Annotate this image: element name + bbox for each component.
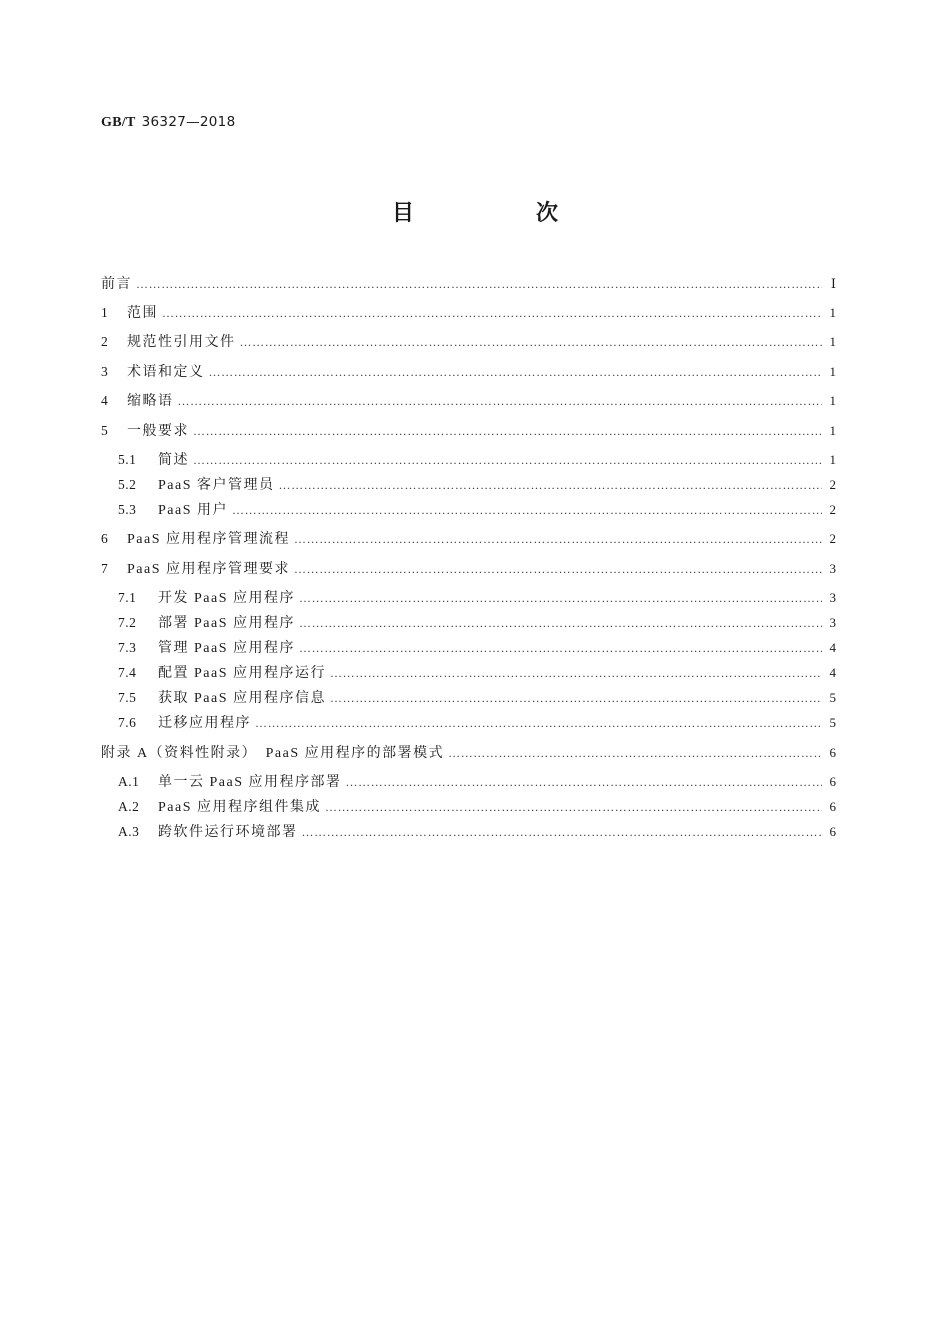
toc-dot-leader	[330, 687, 822, 709]
toc-entry-page: Ⅰ	[830, 276, 836, 291]
toc-entry-label: 开发 PaaS 应用程序	[158, 591, 295, 606]
toc-entry[interactable]	[118, 821, 836, 843]
page-title: 目 次	[391, 201, 608, 226]
toc-dot-leader	[136, 273, 822, 295]
toc-entry-number: 6	[101, 531, 109, 546]
toc-entry-label: 获取 PaaS 应用程序信息	[158, 691, 326, 706]
toc-entry-number: A.3	[118, 824, 140, 839]
toc-entry-page: 3	[829, 590, 836, 605]
toc-dot-leader	[240, 331, 823, 353]
toc-entry-label: PaaS 应用程序管理流程	[127, 532, 290, 547]
toc-dot-leader	[302, 821, 823, 843]
toc-entry-number: A.2	[118, 799, 140, 814]
toc-entry-number: 7.2	[118, 615, 137, 630]
toc-entry[interactable]	[118, 587, 836, 609]
toc-dot-leader	[178, 390, 823, 412]
toc-entry-page: 2	[829, 477, 836, 492]
toc-entry-label: 简述	[158, 453, 189, 468]
toc-entry-page: 1	[829, 423, 836, 438]
toc-dot-leader	[162, 302, 822, 324]
toc-entry-page: 3	[829, 615, 836, 630]
toc-dot-leader	[299, 612, 822, 634]
toc-entry-label: 一般要求	[127, 424, 189, 439]
toc-entry-page: 5	[829, 715, 836, 730]
toc-entry-number: 3	[101, 364, 109, 379]
toc-entry-number: 7.3	[118, 640, 137, 655]
toc-entry-page: 2	[829, 502, 836, 517]
toc-entry-page: 4	[829, 640, 836, 655]
toc-entry[interactable]	[101, 273, 836, 295]
toc-entry-number: A.1	[118, 774, 140, 789]
toc-entry-number: 5	[101, 423, 109, 438]
toc-entry-page: 4	[829, 665, 836, 680]
toc-entry[interactable]	[118, 662, 836, 684]
toc-entry-label: 术语和定义	[127, 365, 205, 380]
toc-entry-number: 7.5	[118, 690, 137, 705]
standard-number: 36327—2018	[141, 114, 236, 130]
toc-entry-label: 部署 PaaS 应用程序	[158, 616, 295, 631]
toc-entry-label: PaaS 应用程序管理要求	[127, 562, 290, 577]
toc-entry-label: 缩略语	[127, 394, 174, 409]
toc-entry-label: 附录 A（资料性附录） PaaS 应用程序的部署模式	[101, 746, 445, 761]
toc-entry[interactable]	[118, 637, 836, 659]
toc-dot-leader	[209, 361, 823, 383]
toc-entry-label: 规范性引用文件	[127, 335, 236, 350]
toc-entry-label: PaaS 用户	[158, 503, 228, 518]
toc-entry[interactable]	[118, 499, 836, 521]
toc-entry-page: 1	[829, 452, 836, 467]
toc-entry-label: 单一云 PaaS 应用程序部署	[158, 775, 342, 790]
toc-entry-page: 6	[829, 799, 836, 814]
toc-entry[interactable]	[118, 712, 836, 734]
toc-dot-leader	[346, 771, 823, 793]
toc-entry[interactable]	[101, 420, 836, 442]
toc-entry-page: 5	[829, 690, 836, 705]
toc-entry-number: 2	[101, 334, 109, 349]
toc-entry-page: 1	[829, 393, 836, 408]
toc-entry[interactable]	[118, 687, 836, 709]
toc-entry-number: 5.3	[118, 502, 137, 517]
toc-entry-label: 管理 PaaS 应用程序	[158, 641, 295, 656]
toc-entry[interactable]	[118, 796, 836, 818]
toc-dot-leader	[193, 449, 822, 471]
toc-entry[interactable]	[101, 528, 836, 550]
toc-dot-leader	[193, 420, 822, 442]
toc-entry-number: 5.2	[118, 477, 137, 492]
toc-entry-label: PaaS 客户管理员	[158, 478, 275, 493]
toc-entry[interactable]	[101, 302, 836, 324]
toc-entry-number: 7.1	[118, 590, 137, 605]
toc-entry-page: 6	[829, 745, 836, 760]
toc-entry[interactable]	[118, 449, 836, 471]
toc-entry-label: 跨软件运行环境部署	[158, 825, 298, 840]
toc-entry-label: PaaS 应用程序组件集成	[158, 800, 321, 815]
toc-entry-number: 7	[101, 561, 109, 576]
toc-entry[interactable]	[101, 390, 836, 412]
toc-entry-page: 2	[829, 531, 836, 546]
toc-entry[interactable]	[118, 771, 836, 793]
toc-entry-page: 1	[829, 305, 836, 320]
toc-entry-number: 7.6	[118, 715, 137, 730]
toc-entry-page: 1	[829, 364, 836, 379]
toc-entry[interactable]	[118, 612, 836, 634]
toc-entry[interactable]	[101, 742, 836, 764]
toc-entry-label: 范围	[127, 306, 158, 321]
toc-entry[interactable]	[118, 474, 836, 496]
toc-dot-leader	[299, 587, 822, 609]
toc-entry-number: 1	[101, 305, 109, 320]
standard-prefix: GB/T	[101, 115, 136, 130]
toc-entry-page: 6	[829, 774, 836, 789]
toc-entry-page: 3	[829, 561, 836, 576]
toc-entry[interactable]	[101, 331, 836, 353]
toc-entry[interactable]	[101, 558, 836, 580]
toc-entry-number: 5.1	[118, 452, 137, 467]
toc-entry-number: 4	[101, 393, 109, 408]
toc-dot-leader	[279, 474, 823, 496]
toc-entry-label: 配置 PaaS 应用程序运行	[158, 666, 326, 681]
toc-dot-leader	[299, 637, 822, 659]
toc-dot-leader	[448, 742, 822, 764]
toc-entry-label: 迁移应用程序	[158, 716, 251, 731]
toc-dot-leader	[330, 662, 822, 684]
toc-dot-leader	[294, 558, 822, 580]
toc-dot-leader	[325, 796, 822, 818]
toc-entry[interactable]	[101, 361, 836, 383]
toc-entry-page: 1	[829, 334, 836, 349]
toc-entry-label: 前言	[101, 277, 132, 292]
toc-dot-leader	[294, 528, 822, 550]
toc-dot-leader	[232, 499, 822, 521]
toc-dot-leader	[255, 712, 822, 734]
toc-entry-page: 6	[829, 824, 836, 839]
toc-entry-number: 7.4	[118, 665, 137, 680]
